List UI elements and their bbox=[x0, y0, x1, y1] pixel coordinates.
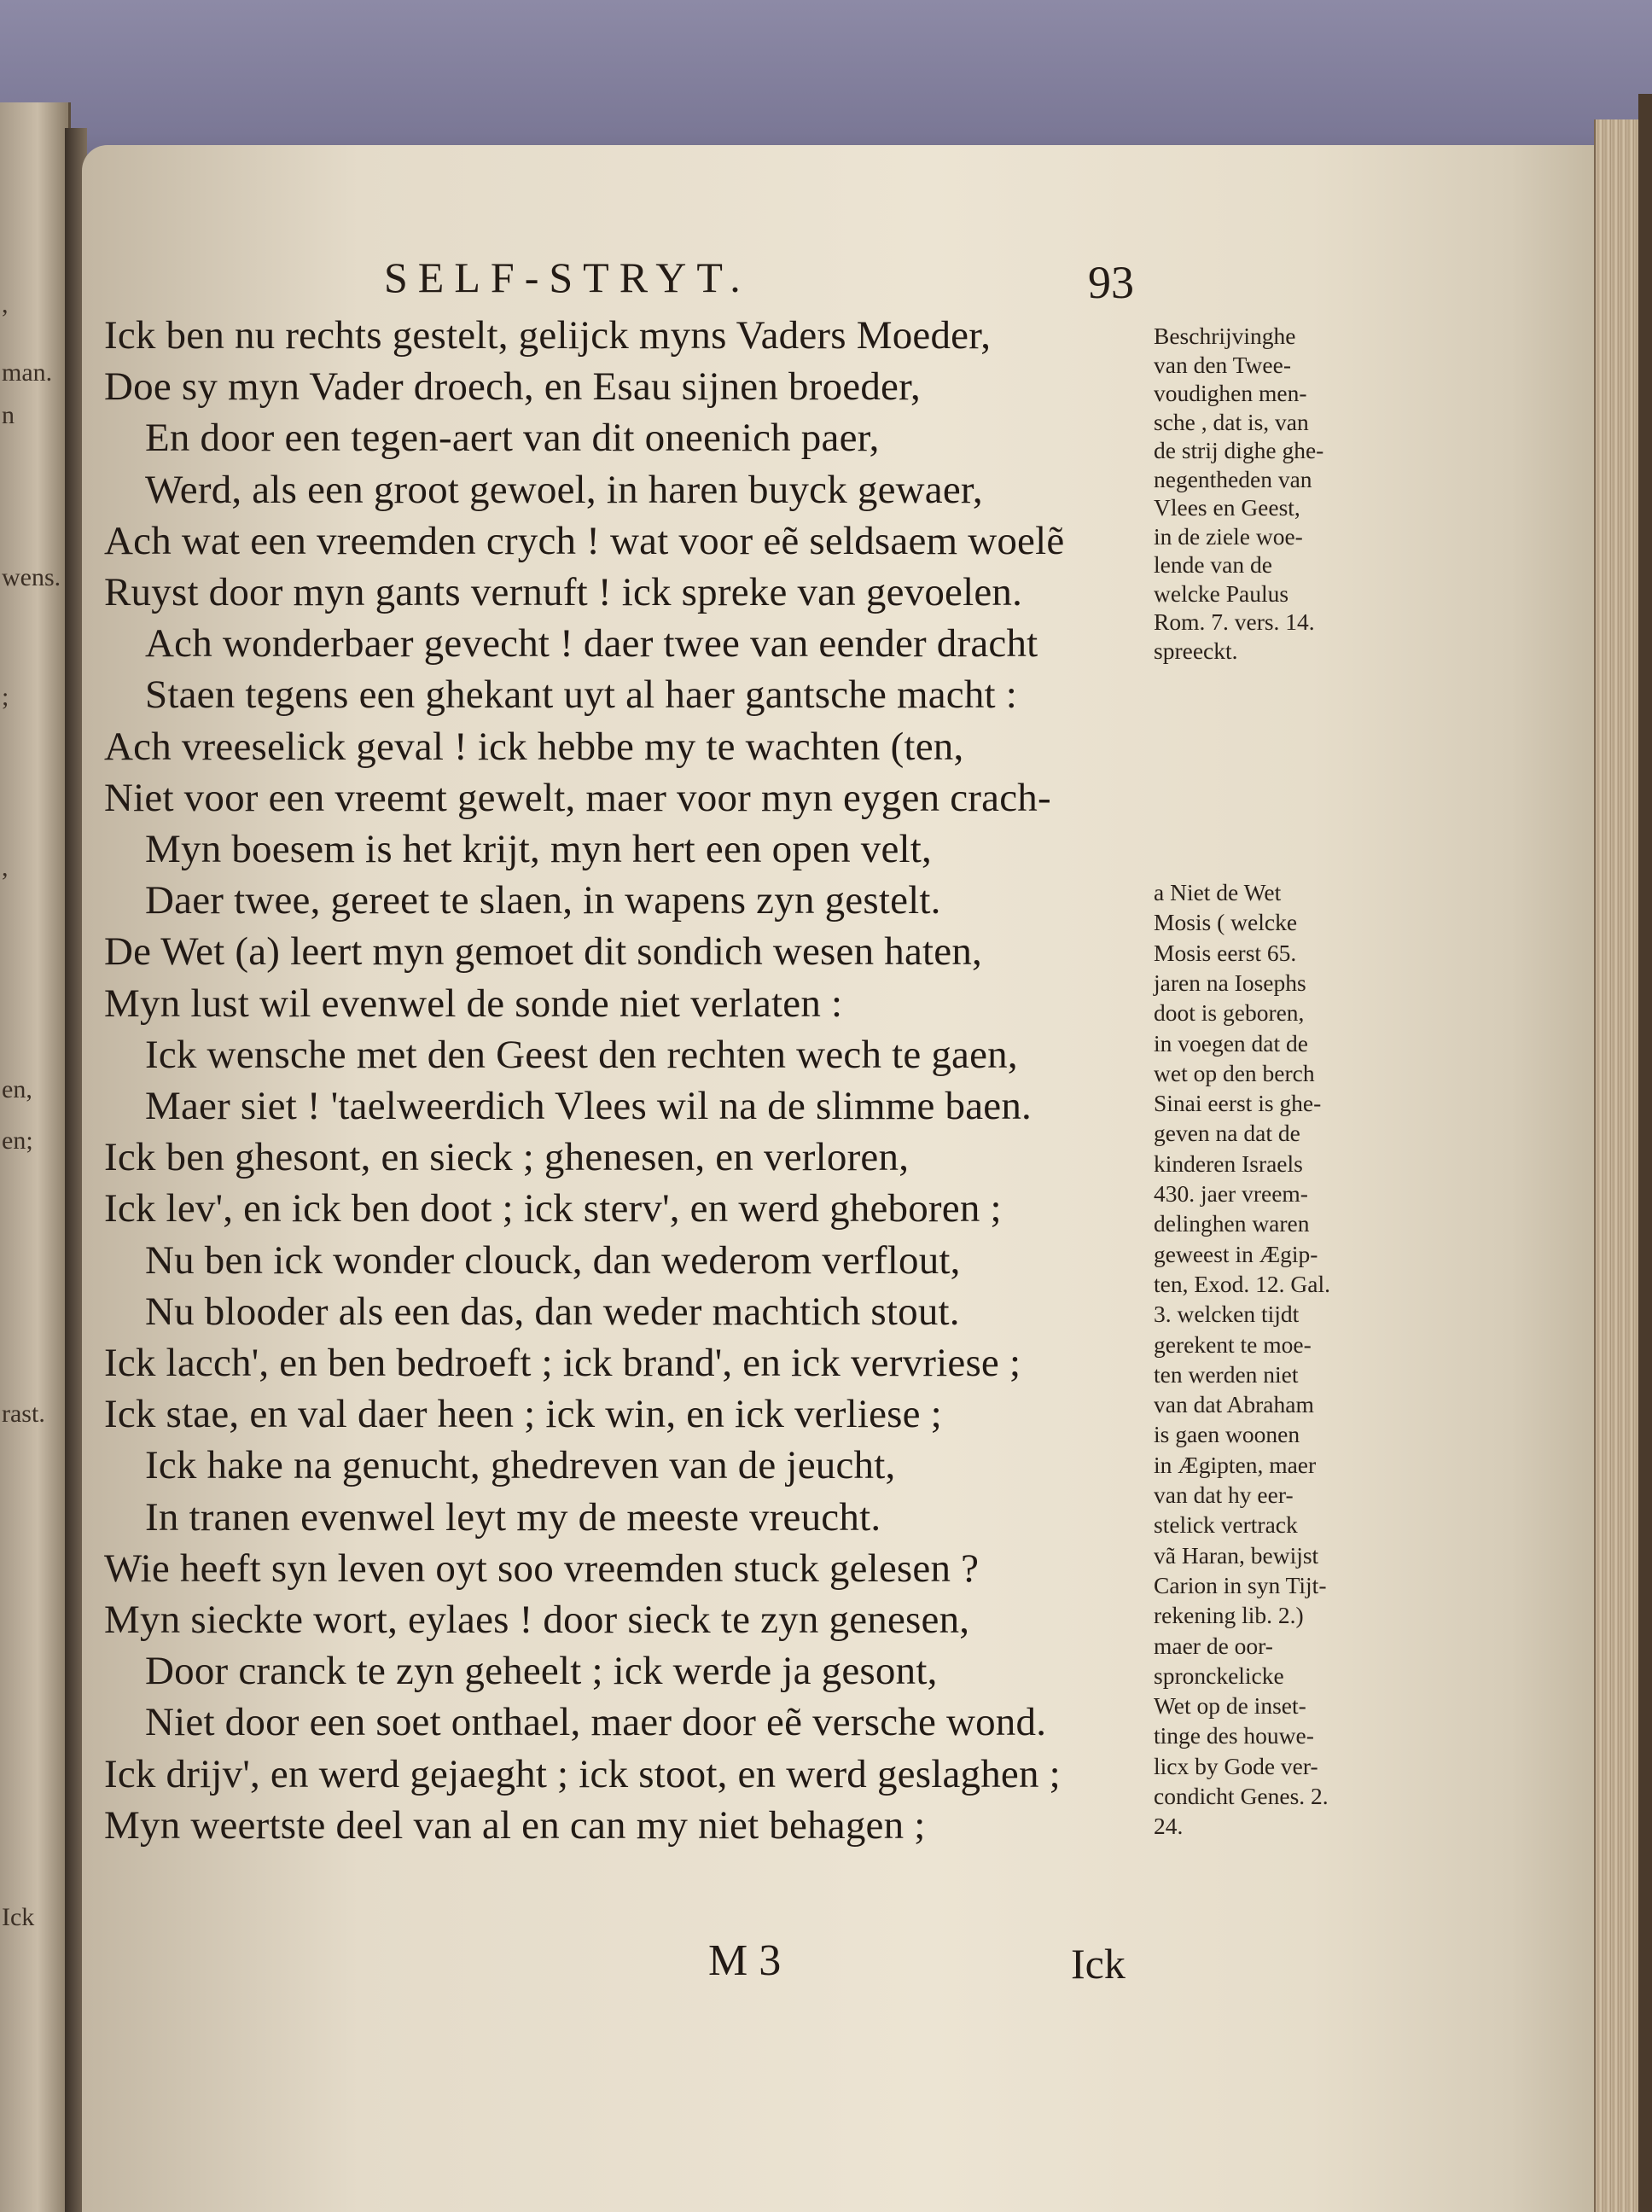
gloss-line: voudighen men- bbox=[1154, 380, 1307, 406]
gloss-line: negentheden van bbox=[1154, 465, 1312, 492]
left-page-fragment: ; bbox=[2, 683, 9, 711]
gloss-line: spronckelicke bbox=[1154, 1662, 1284, 1689]
verse-line: Nu blooder als een das, dan weder machtich stout. bbox=[145, 1289, 960, 1334]
verse-line: Doe sy myn Vader droech, en Esau sijnen broeder, bbox=[104, 364, 922, 410]
verse-line: In tranen evenwel leyt my de meeste vreucht. bbox=[145, 1494, 881, 1540]
gloss-line: Beschrijvinghe bbox=[1154, 323, 1296, 349]
verse-line: Ruyst door myn gants vernuft ! ick spreke van gevoelen. bbox=[104, 570, 1023, 614]
left-page-fragment: n bbox=[2, 401, 15, 429]
left-page-fragment: Ick bbox=[2, 1903, 35, 1931]
left-page-fragment: man. bbox=[2, 358, 53, 387]
gloss-line: is gaen woonen bbox=[1154, 1421, 1300, 1448]
verse-line: Ach wat een vreemden crych ! wat voor eẽ seldsaem woelẽ bbox=[104, 518, 1065, 563]
gloss-line: Mosis ( welcke bbox=[1154, 909, 1298, 936]
verse-line: Ick ben nu rechts gestelt, gelijck myns Vaders Moeder, bbox=[104, 313, 992, 358]
gloss-line: 430. jaer vreem- bbox=[1154, 1180, 1308, 1207]
left-page-edge bbox=[0, 102, 71, 2212]
gloss-line: wet op den berch bbox=[1154, 1059, 1315, 1086]
verse-line: Myn sieckte wort, eylaes ! door sieck te zyn genesen, bbox=[104, 1598, 970, 1642]
catchword: Ick bbox=[1071, 1940, 1126, 1988]
gloss-line: van den Twee- bbox=[1154, 351, 1291, 378]
verse-line: Staen tegens een ghekant uyt al haer gantsche macht : bbox=[145, 672, 1018, 718]
gloss-line: kinderen Israels bbox=[1154, 1150, 1303, 1177]
gloss-line: licx by Gode ver- bbox=[1154, 1752, 1318, 1779]
gloss-line: ten werden niet bbox=[1154, 1360, 1299, 1388]
verse-line: Ick lacch', en ben bedroeft ; ick brand', en ick vervriese ; bbox=[104, 1341, 1021, 1385]
gloss-line: vã Haran, bewijst bbox=[1154, 1541, 1319, 1569]
gloss-line: van dat hy eer- bbox=[1154, 1481, 1294, 1508]
verse-line: Ick drijv', en werd gejaeght ; ick stoot, en werd geslaghen ; bbox=[104, 1751, 1061, 1796]
verse-line: Ick ben ghesont, en sieck ; ghenesen, en verloren, bbox=[104, 1135, 910, 1180]
gloss-line: spreeckt. bbox=[1154, 637, 1238, 664]
gloss-line: in voegen dat de bbox=[1154, 1029, 1308, 1057]
verse-line: Ach vreeselick geval ! ick hebbe my te wachten (ten, bbox=[104, 724, 964, 769]
verse-line: Myn boesem is het krijt, myn hert een open velt, bbox=[145, 827, 932, 871]
left-page-fragment: rast. bbox=[2, 1400, 45, 1428]
gloss-line: Vlees en Geest, bbox=[1154, 494, 1300, 521]
gloss-line: Mosis eerst 65. bbox=[1154, 939, 1297, 966]
verse-line: Ick lev', en ick ben doot ; ick sterv', en werd gheboren ; bbox=[104, 1186, 1002, 1231]
gloss-line: rekening lib. 2.) bbox=[1154, 1602, 1304, 1629]
verse-line: Ach wonderbaer gevecht ! daer twee van eender dracht bbox=[145, 621, 1038, 667]
left-page-fragment: wens. bbox=[2, 563, 61, 591]
left-page-fragment: , bbox=[2, 853, 9, 882]
gloss-line: geven na dat de bbox=[1154, 1120, 1300, 1147]
gloss-line: jaren na Iosephs bbox=[1154, 969, 1306, 996]
page-number: 93 bbox=[1088, 257, 1134, 308]
gloss-line: 3. welcken tijdt bbox=[1154, 1301, 1300, 1328]
gloss-line: welcke Paulus bbox=[1154, 579, 1289, 607]
gloss-line: maer de oor- bbox=[1154, 1632, 1273, 1659]
running-head: SELF-STRYT. bbox=[384, 253, 751, 301]
left-page-fragment: en; bbox=[2, 1126, 33, 1155]
gloss-line: 24. bbox=[1154, 1813, 1184, 1840]
verse-line: Daer twee, gereet te slaen, in wapens zyn gestelt. bbox=[145, 878, 941, 923]
verse-line: Door cranck te zyn geheelt ; ick werde ja gesont, bbox=[145, 1649, 938, 1694]
signature-mark: M 3 bbox=[708, 1936, 782, 1985]
verse-line: Ick stae, en val daer heen ; ick win, en ick verliese ; bbox=[104, 1392, 942, 1437]
gloss-line: ten, Exod. 12. Gal. bbox=[1154, 1270, 1330, 1297]
gloss-line: in Ægipten, maer bbox=[1154, 1451, 1317, 1478]
book-cover bbox=[1638, 94, 1652, 2212]
verse-line: Ick hake na genucht, ghedreven van de jeucht, bbox=[145, 1443, 896, 1488]
gloss-line: a Niet de Wet bbox=[1154, 879, 1282, 905]
gloss-line: lende van de bbox=[1154, 551, 1272, 578]
gloss-line: condicht Genes. 2. bbox=[1154, 1783, 1329, 1809]
gloss-line: Sinai eerst is ghe- bbox=[1154, 1090, 1322, 1117]
verse-line: Ick wensche met den Geest den rechten wech te gaen, bbox=[145, 1032, 1018, 1077]
left-page-fragments bbox=[0, 102, 68, 2212]
verse-line: Wie heeft syn leven oyt soo vreemden stuck gelesen ? bbox=[104, 1545, 980, 1591]
gloss-line: in de ziele woe- bbox=[1154, 522, 1303, 550]
verse-line: Werd, als een groot gewoel, in haren buyck gewaer, bbox=[145, 467, 983, 512]
verse-line: Maer siet ! 'taelweerdich Vlees wil na de slimme baen. bbox=[145, 1084, 1032, 1128]
gloss-line: stelick vertrack bbox=[1154, 1511, 1298, 1539]
gloss-line: Rom. 7. vers. 14. bbox=[1154, 608, 1315, 635]
gloss-line: delinghen waren bbox=[1154, 1210, 1310, 1237]
verse-line: En door een tegen-aert van dit oneenich paer, bbox=[145, 416, 880, 461]
gloss-line: Carion in syn Tijt- bbox=[1154, 1571, 1327, 1598]
gloss-line: van dat Abraham bbox=[1154, 1391, 1314, 1418]
gloss-line: tinge des houwe- bbox=[1154, 1722, 1314, 1749]
gloss-line: de strij dighe ghe- bbox=[1154, 437, 1324, 463]
verse-line: De Wet (a) leert myn gemoet dit sondich wesen haten, bbox=[104, 929, 982, 975]
gloss-line: sche , dat is, van bbox=[1154, 408, 1309, 435]
left-page-fragment: , bbox=[2, 290, 9, 318]
gloss-line: geweest in Ægip- bbox=[1154, 1240, 1318, 1267]
gloss-line: doot is geboren, bbox=[1154, 999, 1305, 1027]
verse-line: Myn weertste deel van al en can my niet behagen ; bbox=[104, 1802, 926, 1848]
gloss-line: gerekent te moe- bbox=[1154, 1330, 1312, 1358]
verse-line: Niet voor een vreemt gewelt, maer voor myn eygen crach- bbox=[104, 775, 1051, 820]
verse-line: Niet door een soet onthael, maer door eẽ versche wond. bbox=[145, 1700, 1047, 1745]
verse-line: Nu ben ick wonder clouck, dan wederom verflout, bbox=[145, 1237, 961, 1283]
verse-line: Myn lust wil evenwel de sonde niet verlaten : bbox=[104, 981, 843, 1026]
gloss-line: Wet op de inset- bbox=[1154, 1692, 1306, 1720]
left-page-fragment: en, bbox=[2, 1075, 32, 1103]
